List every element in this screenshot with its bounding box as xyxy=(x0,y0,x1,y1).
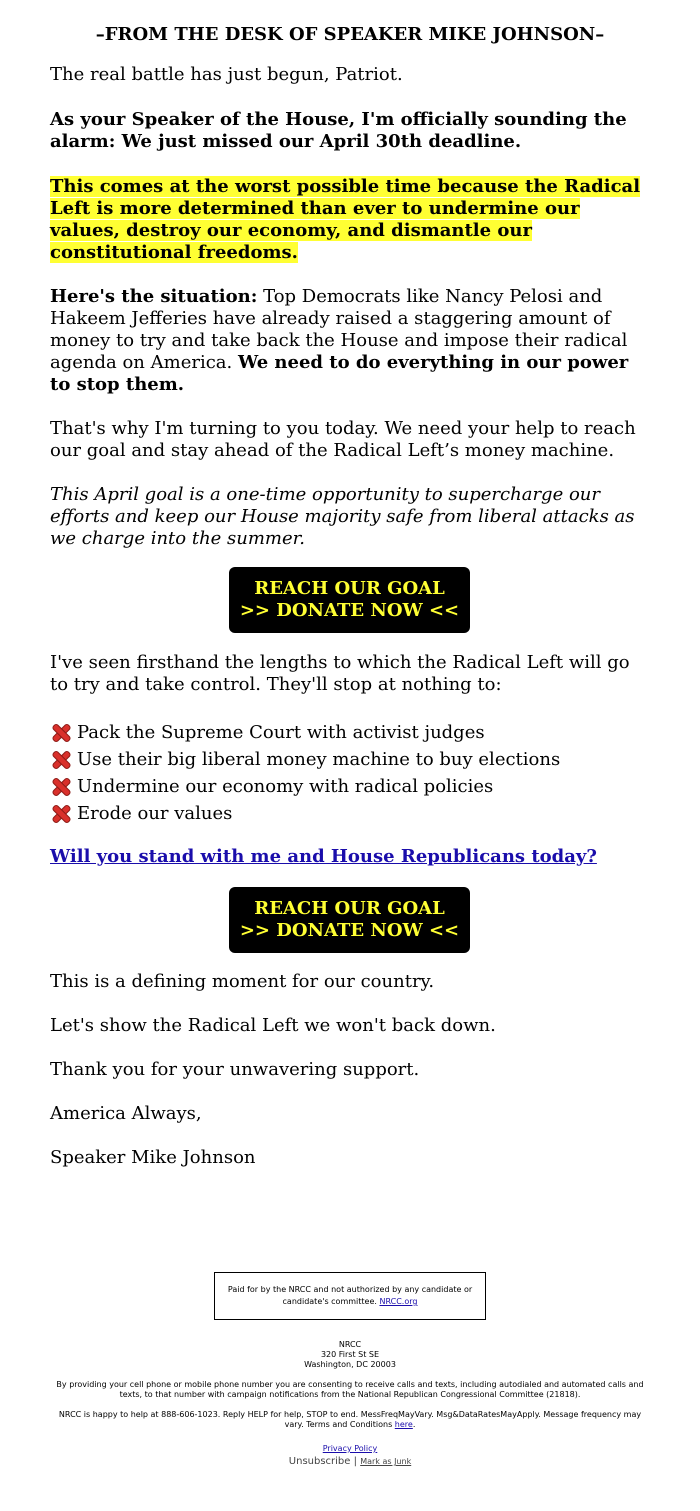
x-mark-icon xyxy=(50,749,72,771)
unsubscribe-link[interactable]: Unsubscribe xyxy=(288,1456,351,1467)
footer-separator: | xyxy=(353,1456,357,1467)
privacy-policy-link[interactable]: Privacy Policy xyxy=(322,1444,378,1453)
italic-paragraph: This April goal is a one-time opportunity to supercharge our efforts and keep our House majority safe from liberal attacks as we charge into the summer. xyxy=(50,484,635,549)
signature: Speaker Mike Johnson xyxy=(50,1147,256,1168)
privacy-row xyxy=(0,1444,700,1454)
footer-city: Washington, DC 20003 xyxy=(304,1360,396,1369)
x-mark-icon xyxy=(50,722,72,744)
list-item xyxy=(50,746,650,773)
nrcc-org-link[interactable]: NRCC.org xyxy=(379,1297,418,1306)
donate-button-line2: >> DONATE NOW << xyxy=(239,920,460,941)
help-text-body: NRCC is happy to help at 888-606-1023. Reply HELP for help, STOP to end. MessFreqMayVary. Msg&DataRatesMayApply. Message frequency may vary. Terms and Conditions xyxy=(58,1410,642,1429)
list-item xyxy=(50,773,650,800)
x-mark-icon xyxy=(50,803,72,825)
help-text: NRCC is happy to help at 888-606-1023. Reply HELP for help, STOP to end. MessFreqMayVary. Msg&DataRatesMayApply. Message frequency may vary. Terms and Conditions here. xyxy=(58,1410,642,1429)
donate-button-1[interactable] xyxy=(229,567,470,633)
greeting-paragraph: The real battle has just begun, Patriot. xyxy=(50,64,403,85)
donate-button-line2: >> DONATE NOW << xyxy=(239,600,460,621)
closing-line: America Always, xyxy=(50,1103,202,1124)
footer-org: NRCC xyxy=(338,1340,362,1349)
highlight-paragraph xyxy=(50,176,650,264)
defining-paragraph: This is a defining moment for our country. xyxy=(50,971,435,992)
stand-with-me-link[interactable]: Will you stand with me and House Republicans today? xyxy=(50,846,597,867)
donate-button-2[interactable] xyxy=(229,887,470,953)
show-paragraph: Let's show the Radical Left we won't back down. xyxy=(50,1015,496,1036)
highlighted-text: This comes at the worst possible time because the Radical Left is more determined than ever to undermine our values, destroy our economy, and dismantle our constitutional freedoms. xyxy=(50,176,641,263)
turning-paragraph: That's why I'm turning to you today. We need your help to reach our goal and stay ahead of the Radical Left’s money machine. xyxy=(50,418,636,461)
list-item-text: Pack the Supreme Court with activist judges xyxy=(77,722,485,743)
situation-bold: We need to do everything in our power to stop them. xyxy=(50,352,629,395)
paid-for-text: Paid for by the NRCC and not authorized by any candidate or candidate's committee. xyxy=(227,1285,473,1306)
terms-here-link[interactable]: here xyxy=(394,1420,413,1429)
list-item xyxy=(50,719,650,746)
list-item-text: Undermine our economy with radical policies xyxy=(77,776,494,797)
footer-address xyxy=(0,1340,700,1370)
unsubscribe-row xyxy=(0,1456,700,1468)
situation-text: Top Democrats like Nancy Pelosi and Hakeem Jefferies have already raised a staggering amount of money to try and take back the House and impose their radical agenda on America. xyxy=(50,286,628,373)
donate-button-line1: REACH OUR GOAL xyxy=(254,578,445,599)
firsthand-paragraph: I've seen firsthand the lengths to which the Radical Left will go to try and take control. They'll stop at nothing to: xyxy=(50,652,630,695)
attack-list xyxy=(50,719,650,827)
situation-paragraph xyxy=(50,286,650,396)
alarm-paragraph: As your Speaker of the House, I'm officially sounding the alarm: We just missed our April 30th deadline. xyxy=(50,109,627,152)
situation-label: Here's the situation: xyxy=(50,286,258,307)
list-item-text: Erode our values xyxy=(77,803,233,824)
list-item xyxy=(50,800,650,827)
page-title: –FROM THE DESK OF SPEAKER MIKE JOHNSON– xyxy=(95,24,605,45)
donate-button-line1: REACH OUR GOAL xyxy=(254,898,445,919)
mark-as-junk-link[interactable]: Mark as Junk xyxy=(360,1457,412,1466)
list-item-text: Use their big liberal money machine to buy elections xyxy=(77,749,561,770)
footer-street: 320 First St SE xyxy=(320,1350,380,1359)
paid-for-box xyxy=(214,1272,486,1320)
thanks-paragraph: Thank you for your unwavering support. xyxy=(50,1059,420,1080)
consent-text: By providing your cell phone or mobile phone number you are consenting to receive calls and texts, including autodialed and automated calls and texts, to that number with campaign notifications from the National Republican Congressional Committee (21818). xyxy=(56,1380,644,1399)
x-mark-icon xyxy=(50,776,72,798)
